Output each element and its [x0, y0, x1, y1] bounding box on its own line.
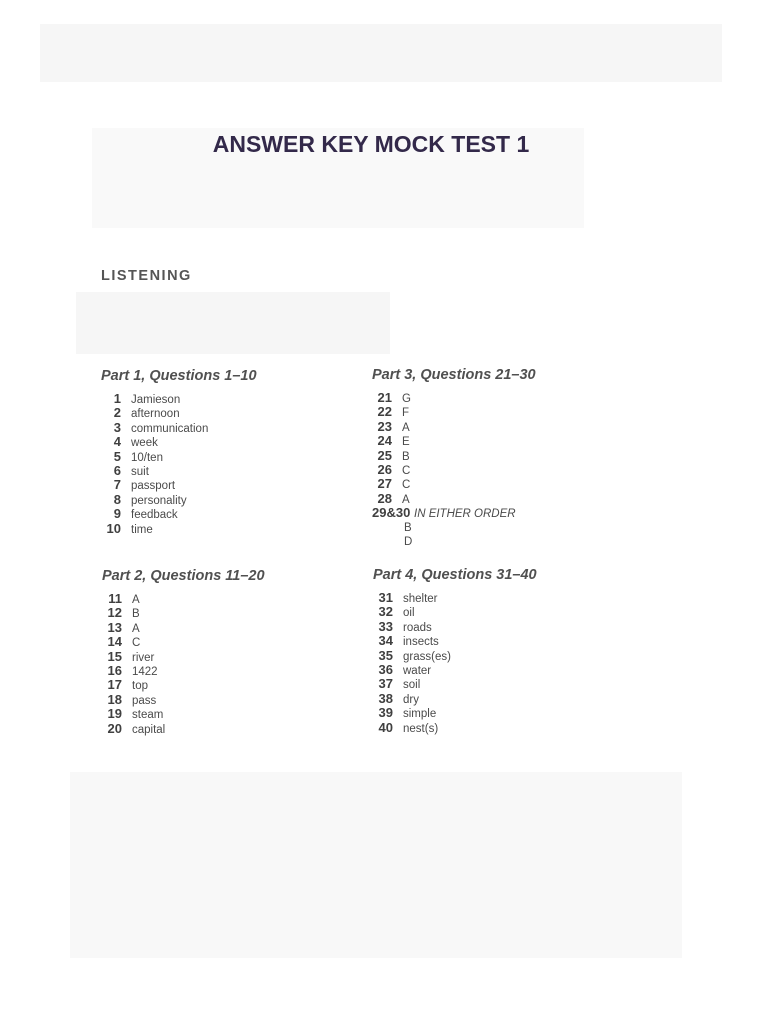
question-number: 36: [378, 661, 393, 677]
answer-row: [102, 719, 402, 736]
question-number: 21: [377, 390, 392, 405]
answer-row: [373, 649, 673, 663]
answer-text: 1422: [132, 665, 158, 678]
answer-row: [101, 507, 401, 521]
part-heading: Part 2, Questions 11–20: [102, 568, 265, 584]
part-heading: Part 3, Questions 21–30: [372, 367, 536, 383]
answer-row: [373, 692, 673, 706]
question-number: 37: [378, 676, 393, 692]
answer-row: [102, 592, 402, 606]
answer-row: [102, 618, 402, 635]
section-heading: LISTENING: [101, 268, 192, 284]
answer-text: B: [132, 608, 140, 621]
answer-row: [372, 405, 672, 419]
question-number: 19: [107, 706, 122, 722]
question-number: 39: [378, 705, 393, 721]
answer-row-paired: [372, 506, 672, 520]
answer-row: [372, 391, 672, 405]
question-number: 32: [378, 604, 393, 620]
answer-text: F: [402, 407, 410, 420]
answer-row: [101, 418, 401, 435]
answer-list: [102, 592, 402, 736]
question-number: 2: [113, 405, 121, 421]
answer-text: B: [402, 450, 410, 463]
answer-text: afternoon: [131, 408, 180, 421]
answer-row: [102, 606, 402, 620]
question-number: 29&30: [372, 505, 411, 521]
question-number: 18: [107, 691, 122, 707]
scan-shade-bottom: [70, 772, 682, 958]
answer-text: oil: [403, 607, 415, 620]
answer-row: [102, 707, 402, 721]
question-number: 16: [107, 662, 122, 678]
answer-text: G: [402, 393, 411, 405]
answer-text: steam: [132, 709, 164, 722]
answer-text: E: [402, 436, 410, 449]
answer-text: feedback: [131, 509, 178, 522]
question-number: 14: [107, 634, 122, 650]
answer-text: C: [402, 464, 411, 477]
answer-row: [373, 721, 673, 735]
part-1: [101, 367, 401, 536]
question-number: 8: [113, 491, 121, 507]
answer-text: top: [132, 680, 148, 693]
answer-text: communication: [131, 422, 209, 435]
answer-text: B: [404, 521, 412, 534]
answer-text: insects: [403, 636, 439, 649]
answer-text: personality: [131, 494, 187, 507]
answer-text: soil: [403, 679, 421, 692]
question-number: 13: [107, 619, 122, 635]
answer-row: [373, 591, 673, 605]
part-3: [372, 366, 672, 549]
answer-row: [102, 661, 402, 678]
answer-text: suit: [131, 465, 149, 478]
answer-row: [101, 447, 401, 464]
answer-text: 10/ten: [131, 451, 163, 464]
answer-row: [101, 490, 401, 507]
question-number: 26: [377, 461, 392, 477]
answer-row: [373, 706, 673, 720]
question-number: 24: [377, 433, 392, 449]
answer-text: week: [131, 437, 158, 450]
part-heading: Part 1, Questions 1–10: [101, 368, 257, 384]
answer-row-paired-option: [372, 535, 672, 549]
part-4: [373, 566, 673, 735]
answer-text: river: [132, 651, 155, 664]
answer-list: [372, 391, 672, 549]
answer-row: [373, 634, 673, 648]
answer-text: C: [132, 637, 141, 650]
answer-text: grass(es): [403, 650, 451, 663]
answer-row: [372, 420, 672, 434]
question-number: 4: [113, 434, 121, 450]
question-number: 27: [377, 476, 392, 492]
question-number: 11: [108, 591, 122, 606]
answer-row: [102, 678, 402, 692]
answer-row: [373, 663, 673, 677]
question-number: 20: [107, 720, 122, 736]
question-number: 31: [378, 590, 393, 605]
part-heading: Part 4, Questions 31–40: [373, 567, 537, 583]
answer-row: [102, 647, 402, 664]
question-number: 40: [378, 719, 393, 735]
answer-text: nest(s): [403, 722, 439, 735]
question-number: 6: [113, 462, 121, 478]
answer-row: [372, 492, 672, 506]
question-number: 15: [107, 648, 122, 664]
answer-row: [101, 435, 401, 449]
answer-text: C: [402, 479, 411, 492]
question-number: 38: [378, 690, 393, 706]
answer-row: [373, 605, 673, 619]
question-number: 9: [113, 506, 121, 522]
answer-row: [373, 620, 673, 634]
order-note: IN EITHER ORDER: [414, 508, 516, 521]
question-number: 25: [377, 447, 392, 463]
question-number: 7: [113, 477, 121, 493]
part-2: [102, 567, 402, 736]
scan-shade-top: [40, 24, 722, 82]
answer-row: [102, 690, 402, 707]
answer-text: roads: [403, 621, 432, 634]
question-number: 3: [113, 419, 121, 435]
question-number: 35: [378, 647, 393, 663]
answer-list: [373, 591, 673, 735]
question-number: 1: [113, 391, 121, 406]
question-number: 34: [378, 633, 393, 649]
question-number: 10: [106, 520, 121, 536]
question-number: 23: [377, 418, 392, 434]
answer-text: passport: [131, 480, 176, 493]
question-number: 33: [378, 618, 393, 634]
answer-row: [372, 434, 672, 448]
question-number: 12: [107, 605, 122, 621]
answer-text: D: [404, 535, 413, 548]
question-number: 22: [377, 404, 392, 420]
answer-row: [101, 478, 401, 492]
document-title: ANSWER KEY MOCK TEST 1: [212, 131, 530, 157]
answer-text: pass: [132, 694, 157, 707]
answer-row: [372, 463, 672, 477]
answer-row: [373, 677, 673, 691]
answer-text: Jamieson: [131, 394, 181, 406]
answer-row: [101, 461, 401, 478]
answer-row: [101, 392, 401, 406]
answer-row: [372, 449, 672, 463]
answer-row: [372, 477, 672, 491]
question-number: 17: [107, 677, 122, 693]
answer-row: [101, 406, 401, 420]
answer-text: water: [403, 664, 432, 677]
answer-text: A: [402, 421, 410, 434]
question-number: 28: [377, 490, 392, 506]
question-number: 5: [113, 448, 121, 464]
answer-text: shelter: [403, 593, 438, 605]
answer-row-paired-option: [372, 521, 672, 535]
answer-row: [102, 635, 402, 649]
answer-text: dry: [403, 693, 419, 706]
answer-row: [101, 522, 401, 536]
answer-text: capital: [132, 723, 166, 736]
answer-text: time: [131, 523, 153, 536]
scan-shade-listening: [76, 292, 390, 354]
answer-text: A: [132, 594, 140, 606]
answer-list: [101, 392, 401, 536]
answer-text: A: [402, 493, 410, 506]
answer-text: simple: [403, 708, 437, 721]
answer-text: A: [132, 622, 140, 635]
